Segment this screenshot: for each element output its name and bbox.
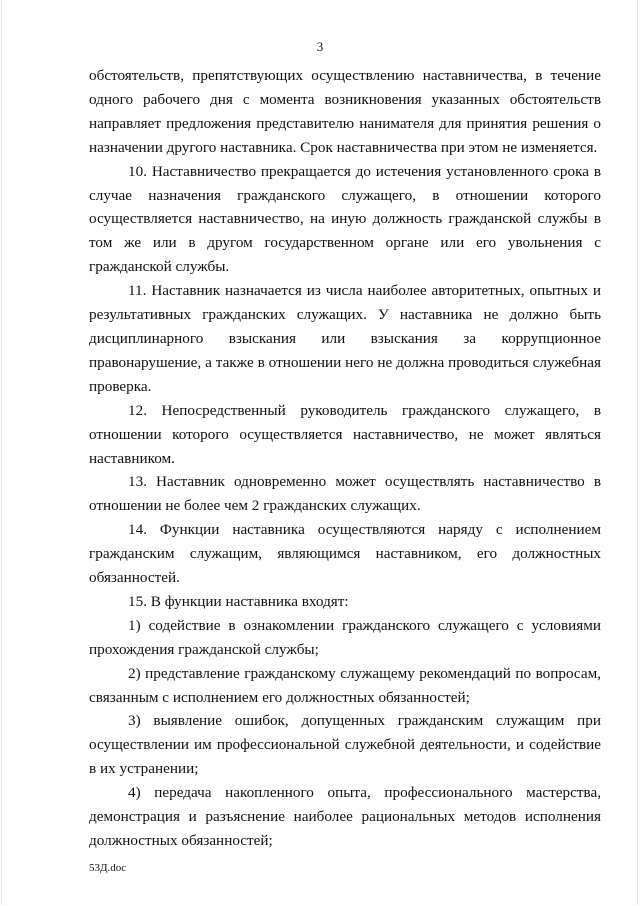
paragraph-11: 11. Наставник назначается из числа наиболее авторитетных, опытных и результативных гражданских служащих. У наставника не должно быть дисциплинарного взыскания или взыскания за коррупционное правонарушение, а также в отношении него не должна проводиться служебная проверка. (89, 282, 601, 395)
paragraph-10: 10. Наставничество прекращается до истечения установленного срока в случае назначения гражданского служащего, в отношении которого осуществляется наставничество, на иную должность гражданской службы в том же или в другом государственном органе или его увольнения с гражданской службы. (89, 162, 601, 276)
list-item-1: 1) содействие в ознакомлении гражданского служащего с условиями прохождения гражданской службы; (89, 616, 601, 658)
paragraph-15: 15. В функции наставника входят: (128, 592, 349, 610)
list-item-3: 3) выявление ошибок, допущенных гражданским служащим при осуществлении им профессиональной служебной деятельности, и содействие в их устранении; (89, 712, 601, 778)
list-item-2: 2) представление гражданскому служащему рекомендаций по вопросам, связанным с исполнением его должностных обязанностей; (89, 664, 601, 706)
scan-edge-right (637, 0, 638, 905)
paragraph-14: 14. Функции наставника осуществляются наряду с исполнением гражданским служащим, являющимся наставником, его должностных обязанностей. (89, 521, 601, 587)
document-body (89, 64, 601, 853)
paragraph-continuation: обстоятельств, препятствующих осуществлению наставничества, в течение одного рабочего дня с момента возникновения указанных обстоятельств направляет предложения представителю нанимателя для принятия решения о назначении другого наставника. Срок наставничества при этом не изменяется. (89, 67, 601, 156)
paragraph-12: 12. Непосредственный руководитель гражданского служащего, в отношении которого осуществляется наставничество, не может являться наставником. (89, 401, 601, 467)
file-name-footer: 53Д.doc (89, 862, 127, 874)
paragraph-13: 13. Наставник одновременно может осуществлять наставничество в отношении не более чем 2 гражданских служащих. (89, 473, 601, 515)
page-number: 3 (316, 39, 324, 54)
scan-edge-left (1, 0, 2, 905)
list-item-4: 4) передача накопленного опыта, профессионального мастерства, демонстрация и разъяснение наиболее рациональных методов исполнения должностных обязанностей; (89, 784, 601, 849)
